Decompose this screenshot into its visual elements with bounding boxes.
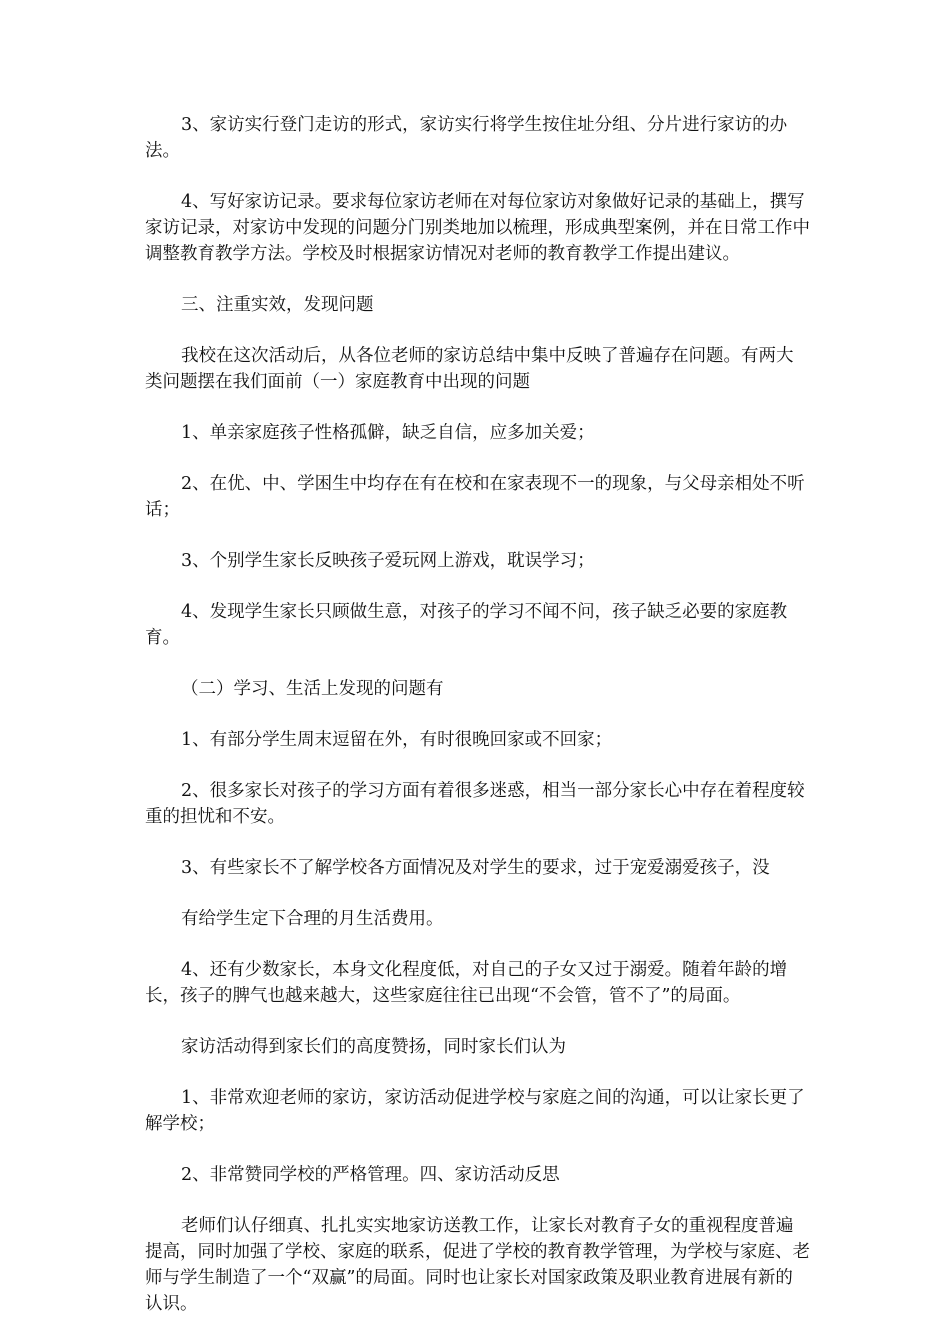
list-item-business-parents: 4、发现学生家长只顾做生意，对孩子的学习不闻不问，孩子缺乏必要的家庭教育。 <box>145 602 788 648</box>
list-item-low-education-parents: 4、还有少数家长，本身文化程度低，对自己的子女又过于溺爱。随着年龄的增长，孩子的脾气也越来越大，这些家庭往往已出现“不会管，管不了”的局面。 <box>145 960 788 1006</box>
section-heading-results: 三、注重实效，发现问题 <box>181 295 374 315</box>
list-item-spoiling-children: 3、有些家长不了解学校各方面情况及对学生的要求，过于宠爱溺爱孩子，没 <box>181 858 770 878</box>
paragraph-visit-records: 4、写好家访记录。要求每位家访老师在对每位家访对象做好记录的基础上，撰写家访记录，对家访中发现的问题分门别类地加以梳理，形成典型案例，并在日常工作中调整教育教学方法。学校及时根据家访情况对老师的教育教学工作提出建议。 <box>145 192 810 264</box>
subheading-study-life-problems: （二）学习、生活上发现的问题有 <box>181 679 444 699</box>
document-body <box>145 112 810 1342</box>
list-item-welcome-visits: 1、非常欢迎老师的家访，家访活动促进学校与家庭之间的沟通，可以让家长更了解学校； <box>145 1088 805 1134</box>
paragraph-problems-intro: 我校在这次活动后，从各位老师的家访总结中集中反映了普遍存在问题。有两大类问题摆在我们面前（一）家庭教育中出现的问题 <box>145 346 794 392</box>
list-item-single-parent: 1、单亲家庭孩子性格孤僻，缺乏自信，应多加关爱； <box>181 423 595 443</box>
paragraph-reflection: 老师们认仔细真、扎扎实实地家访送教工作，让家长对教育子女的重视程度普遍提高，同时加强了学校、家庭的联系，促进了学校的教育教学管理，为学校与家庭、老师与学生制造了一个“双赢”的局面。同时也让家长对国家政策及职业教育进展有新的认识。 <box>145 1216 810 1314</box>
list-item-parent-confusion: 2、很多家长对孩子的学习方面有着很多迷惑，相当一部分家长心中存在着程度较重的担忧和不安。 <box>145 781 805 827</box>
list-item-weekend-outside: 1、有部分学生周末逗留在外，有时很晚回家或不回家； <box>181 730 613 750</box>
list-item-inconsistent-behavior: 2、在优、中、学困生中均存在有在校和在家表现不一的现象，与父母亲相处不听话； <box>145 474 805 520</box>
paragraph-parent-praise: 家访活动得到家长们的高度赞扬，同时家长们认为 <box>181 1037 566 1057</box>
list-item-spoiling-continued: 有给学生定下合理的月生活费用。 <box>181 909 444 929</box>
list-item-online-games: 3、个别学生家长反映孩子爱玩网上游戏，耽误学习； <box>181 551 595 571</box>
paragraph-home-visit-format: 3、家访实行登门走访的形式，家访实行将学生按住址分组、分片进行家访的办法。 <box>145 115 788 161</box>
list-item-strict-management: 2、非常赞同学校的严格管理。四、家访活动反思 <box>181 1165 560 1185</box>
